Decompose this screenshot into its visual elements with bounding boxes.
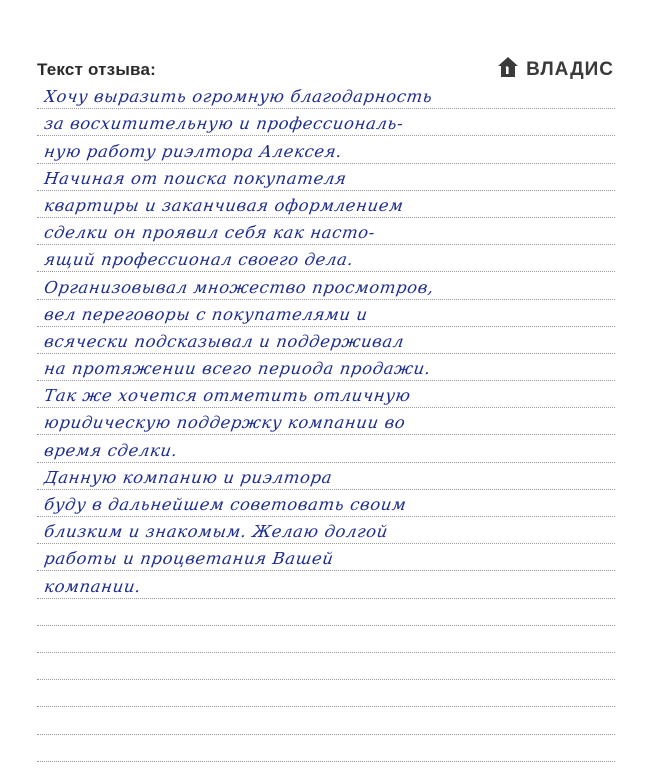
handwritten-line: Хочу выразить огромную благодарность	[43, 87, 434, 107]
review-text-heading: Текст отзыва:	[37, 60, 156, 79]
handwritten-line: Так же хочется отметить отличную	[43, 386, 413, 406]
handwritten-review	[37, 82, 615, 768]
ruled-line	[37, 327, 615, 354]
house-icon	[497, 56, 519, 83]
handwritten-line: Организовывал множество просмотров,	[43, 277, 436, 297]
brand-logo	[497, 56, 614, 83]
ruled-line	[37, 272, 615, 299]
ruled-line	[37, 490, 615, 517]
ruled-line	[37, 136, 615, 163]
brand-name: ВЛАДИС	[526, 58, 614, 80]
handwritten-line: время сделки.	[43, 440, 179, 460]
ruled-line	[37, 653, 615, 680]
ruled-line	[37, 735, 615, 762]
ruled-line	[37, 245, 615, 272]
ruled-line	[37, 762, 615, 768]
handwritten-line: за восхитительную и профессиональ-	[43, 114, 405, 134]
ruled-line	[37, 707, 615, 734]
ruled-line	[37, 626, 615, 653]
ruled-line	[37, 408, 615, 435]
ruled-line	[37, 300, 615, 327]
ruled-line	[37, 571, 615, 598]
handwritten-line: буду в дальнейшем советовать своим	[43, 495, 408, 514]
ruled-line	[37, 381, 615, 408]
ruled-line	[37, 435, 615, 462]
handwritten-line: вел переговоры с покупателями и	[43, 304, 370, 324]
ruled-line	[37, 463, 615, 490]
handwritten-line: Данную компанию и риэлтора	[43, 467, 334, 487]
ruled-line	[37, 191, 615, 218]
ruled-line	[37, 599, 615, 626]
handwritten-line: ную работу риэлтора Алексея.	[43, 141, 344, 161]
handwritten-line: Начиная от поиска покупателя	[43, 168, 348, 188]
ruled-line	[37, 109, 615, 136]
handwritten-line: близким и знакомым. Желаю долгой	[43, 522, 390, 542]
ruled-line	[37, 517, 615, 544]
ruled-line	[37, 544, 615, 571]
handwritten-line: работы и процветания Вашей	[43, 549, 336, 569]
handwritten-line: юридическую поддержку компании во	[43, 413, 407, 433]
handwritten-line: сделки он проявил себя как насто-	[43, 223, 377, 243]
ruled-line	[37, 680, 615, 707]
ruled-line	[37, 164, 615, 191]
handwritten-line: всячески подсказывал и поддерживал	[43, 331, 406, 351]
handwritten-line: на протяжении всего периода продажи.	[43, 359, 433, 379]
ruled-line	[37, 354, 615, 381]
ruled-line	[37, 218, 615, 245]
handwritten-line: ящий профессионал своего дела.	[43, 250, 355, 270]
handwritten-line: квартиры и заканчивая оформлением	[43, 195, 405, 215]
handwritten-line: компании.	[43, 576, 143, 596]
ruled-line	[37, 82, 615, 109]
